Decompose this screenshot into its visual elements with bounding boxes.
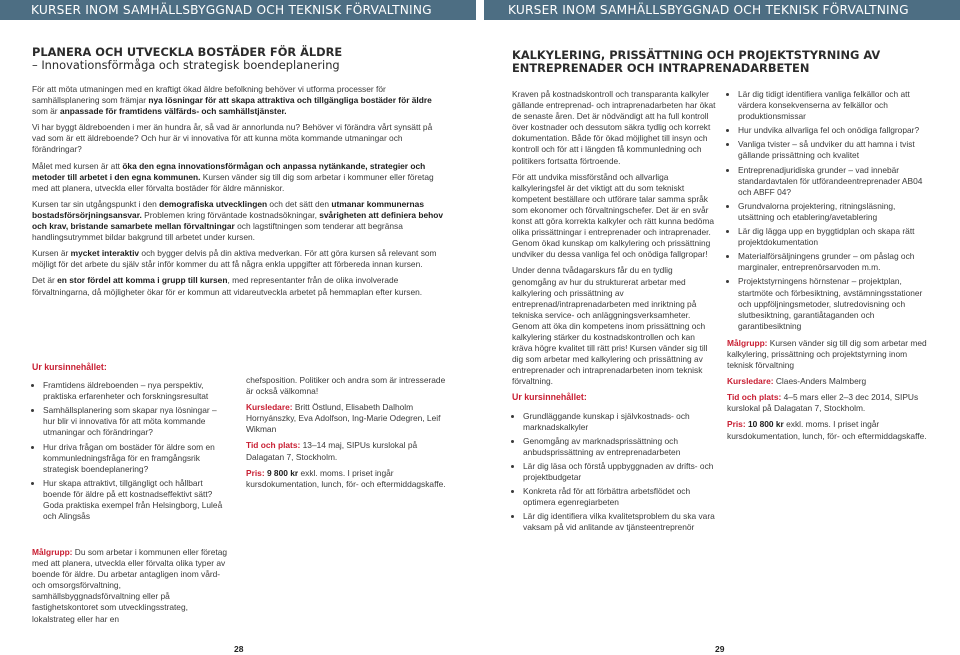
right-time-text: 4–5 mars eller 2–3 dec 2014, SIPUs kurslokal på Dalagatan 7, Stockholm. bbox=[727, 392, 919, 414]
left-group-paragraph: Det är en stor fördel att komma i grupp till kursen, med representanter från de olika involverade förvaltningarna, då möjligheter ökar för er kommun att vidareutveckla arbetet på hemmaplan efter kursen. bbox=[32, 275, 423, 297]
right-content-heading: Ur kursinnehållet: bbox=[512, 392, 587, 403]
left-content-heading: Ur kursinnehållet: bbox=[32, 362, 107, 372]
list-item: • Lär dig lägga upp en byggtidplan och skapa rätt projektdokumentation bbox=[738, 226, 932, 248]
list-item: • Grundvalorna projektering, ritningsläsning, utsättning och etablering/avetablering bbox=[738, 201, 932, 223]
right-target-text: Kursen vänder sig till dig som arbetar med kalkylering, prissättning och projektstyrning inom teknisk förvaltning bbox=[727, 337, 927, 371]
left-price-value: 9 800 kr bbox=[264, 467, 299, 478]
list-item: • Grundläggande kunskap i självkostnads- och marknadskalkyler bbox=[523, 411, 716, 433]
left-question-paragraph: Vi har byggt äldreboenden i mer än hundra år, så vad är annorlunda nu? Behöver vi förändra vårt synsätt på vad som är ett äldreboende? Och hur är vi innovativa för att kunna möta kommande utmaningar och förändringar? bbox=[32, 122, 433, 155]
left-main-column bbox=[32, 46, 444, 303]
list-item: • Hur skapa attraktivt, tillgängligt och hållbart boende för äldre på ett kostnadseffektivt sätt? Goda praktiska exempel från Helsingborg, Luleå och Alingsås bbox=[43, 478, 230, 522]
left-leaders-text: Britt Östlund, Elisabeth Dalholm Hornyánszky, Eva Adolfson, Ing-Marie Odegren, Leif Wikman bbox=[246, 402, 441, 435]
right-left-column bbox=[512, 89, 716, 536]
right-title-block bbox=[512, 49, 932, 75]
list-item: • Hur undvika allvarliga fel och onödiga fallgropar? bbox=[738, 125, 932, 136]
left-content-list bbox=[32, 380, 230, 522]
list-item: • Framtidens äldreboenden – nya perspektiv, praktiska erfarenheter och forskningsresultat bbox=[43, 380, 230, 402]
right-intro-paragraph: Kraven på kostnadskontroll och transparanta kalkyler gällande entreprenad- och intraprenadarbeten har ökat de senaste åren. Det är nödvändigt att ha full kontroll över kostnader och dessutom säkra tydlig och korrekt dokumentation. Både för ökad möjlighet till insyn och kontroll och för att i längden få kommunledning och politikers fortsatta förtroende. bbox=[512, 89, 716, 166]
left-time-text: 13–14 maj, SIPUs kurslokal på Dalagatan 7, Stockholm. bbox=[246, 440, 418, 462]
list-item: • Vanliga tvister – så undviker du att hamna i tvist gällande prissättning och kvalitet bbox=[738, 139, 932, 161]
list-item: • Lär dig läsa och förstå uppbyggnaden av drifts- och projektbudgetar bbox=[523, 461, 716, 483]
right-course-paragraph: Under denna tvådagarskurs får du en tydlig genomgång av hur du strukturerat arbetar med kalkylering och prissättning av entreprenad/intraprenadarbeten med inriktning på tekniska service- och anläggningsverksamheter. Genom att öka din kompetens inom prissättning och kalkylering stärker du kostnadskontrollen och kan kräva högre kvalitet till rätt pris! Kursen vänder sig till dig som arbetar med kalkylering och prissättning av entreprenader och intraprenadarbeten inom teknisk förvaltning. bbox=[512, 265, 708, 387]
left-interactive-paragraph: Kursen är mycket interaktiv och bygger delvis på din aktiva medverkan. För att göra kursen så relevant som möjligt för det arbete du själv står inför kommer du att få några enkla uppgifter att förbereda innan kursen. bbox=[32, 248, 437, 270]
left-target-text: Du som arbetar i kommunen eller företag med att planera, utveckla eller förvalta olika typer av boende för äldre. Du arbetar antagligen inom vård- och omsorgsförvaltning, samhällsbyggnadsförvaltning eller på fastighetskontoret som utvecklingsstrateg, lokalstrateg eller har en bbox=[32, 547, 228, 624]
header-bar-right bbox=[484, 0, 960, 20]
right-price-value: 10 800 kr bbox=[745, 419, 784, 430]
right-page-title: KALKYLERING, PRISSÄTTNING OCH PROJEKTSTYRNING AV ENTREPRENADER OCH INTRAPRENADARBETEN bbox=[512, 48, 881, 75]
left-page-subtitle: – Innovationsförmåga och strategisk boendeplanering bbox=[32, 58, 340, 72]
right-leaders-label: Kursledare: bbox=[727, 376, 774, 387]
right-right-column bbox=[727, 89, 932, 447]
header-title-left: KURSER INOM SAMHÄLLSBYGGNAD OCH TEKNISK FÖRVALTNING bbox=[31, 3, 432, 17]
list-item: • Samhällsplanering som skapar nya lösningar – hur blir vi innovativa för att möta kommande utmaningar och förändringar? bbox=[43, 405, 230, 438]
list-item: • Entreprenadjuridiska grunder – vad innebär standardavtalen för utförandeentreprenader AB04 och ABFF 04? bbox=[738, 165, 932, 198]
left-price-label: Pris: bbox=[246, 467, 265, 478]
left-info-column bbox=[246, 375, 446, 495]
left-goal-paragraph: Målet med kursen är att öka den egna innovationsförmågan och anpassa nytänkande, strategier och metoder till arbetet i den egna kommunen. Kursen vänder sig till dig som arbetar i kommuner eller företag med att planera, utveckla eller förvalta bostäder för äldre människor. bbox=[32, 160, 434, 193]
left-background-paragraph: Kursen tar sin utgångspunkt i den demografiska utvecklingen och det sätt den utmanar kommunernas bostadsförsörjningsansvar. Problemen kring förväntade kostnadsökningar, svårigheten att definiera behov och krav, bristande samarbete mellan förvaltningar och lagstiftningen som tenderar att begränsa handlingsutrymmet bildar bakgrund till arbetet under kursen. bbox=[32, 198, 444, 243]
left-target-continued: chefsposition. Politiker och andra som är intresserade är också välkomna! bbox=[246, 375, 446, 397]
header-bar-left bbox=[0, 0, 476, 20]
list-item: • Projektstyrningens hörnstenar – projektplan, startmöte och förbesiktning, avstämningsstationer och uppföljningsmetoder, slutredovisning och slutbesiktning, garantiåtaganden och garantibesiktning bbox=[738, 276, 932, 331]
right-price-label: Pris: bbox=[727, 419, 746, 430]
right-time-label: Tid och plats: bbox=[727, 392, 782, 403]
left-target-label: Målgrupp: bbox=[32, 547, 73, 557]
right-content-list-a bbox=[512, 411, 716, 534]
left-intro-paragraph: För att möta utmaningen med en kraftigt ökad äldre befolkning behöver vi utforma processer för samhällsplanering som främjar nya lösningar för att skapa attraktiva och tillgängliga bostäder för äldre som är anpassade för framtidens välfärds- och samhällstjänster. bbox=[32, 84, 432, 117]
header-title-right: KURSER INOM SAMHÄLLSBYGGNAD OCH TEKNISK FÖRVALTNING bbox=[508, 3, 909, 17]
right-content-list-b bbox=[727, 89, 932, 332]
list-item: • Konkreta råd för att förbättra arbetsflödet och optimera egenregiarbeten bbox=[523, 486, 716, 508]
list-item: • Materialförsäljningens grunder – om påslag och marginaler, entreprenörsarvoden m.m. bbox=[738, 251, 932, 273]
left-page-title: PLANERA OCH UTVECKLA BOSTÄDER FÖR ÄLDRE bbox=[32, 45, 343, 59]
right-leaders-text: Claes-Anders Malmberg bbox=[773, 376, 867, 387]
right-page-number: 29 bbox=[715, 644, 725, 654]
list-item: • Genomgång av marknadsprissättning och anbudsprissättning av entreprenadarbeten bbox=[523, 436, 716, 458]
right-target-label: Målgrupp: bbox=[727, 337, 768, 348]
left-time-label: Tid och plats: bbox=[246, 440, 301, 451]
list-item: • Lär dig tidigt identifiera vanliga felkällor och att värdera konsekvenserna av felkällor och produktionsmissar bbox=[738, 89, 932, 122]
left-target-block bbox=[32, 547, 230, 630]
left-page-number: 28 bbox=[234, 644, 244, 654]
left-price-text: exkl. moms. I priset ingår kursdokumentation, lunch, för- och eftermiddagskaffe. bbox=[246, 467, 446, 489]
right-errors-paragraph: För att undvika missförstånd och allvarliga kalkyleringsfel är det viktigt att du som tekniskt kompetent beställare och utförare talar samma språk som ekonomer och förvaltningschefer. Det är en svår konst att göra korrekta kalkyler och rätt kunna bedöma olika prissättningar i entreprenader och intraprenader. Genom ökad kunskap om kalkylering och prissättning undviker du dessa vanliga fel och onödiga fallgropar! bbox=[512, 171, 715, 260]
right-price-text: exkl. moms. I priset ingår kursdokumentation, lunch, för- och eftermiddagskaffe. bbox=[727, 419, 927, 441]
list-item: • Lär dig identifiera vilka kvalitetsproblem du ska vara vaksam på vid anlitande av tjänsteentreprenör bbox=[523, 511, 716, 533]
list-item: • Hur driva frågan om bostäder för äldre som en kommunledningsfråga för en framgångsrik strategisk boendeplanering? bbox=[43, 442, 230, 475]
left-leaders-label: Kursledare: bbox=[246, 402, 293, 413]
left-content-column bbox=[32, 360, 230, 525]
